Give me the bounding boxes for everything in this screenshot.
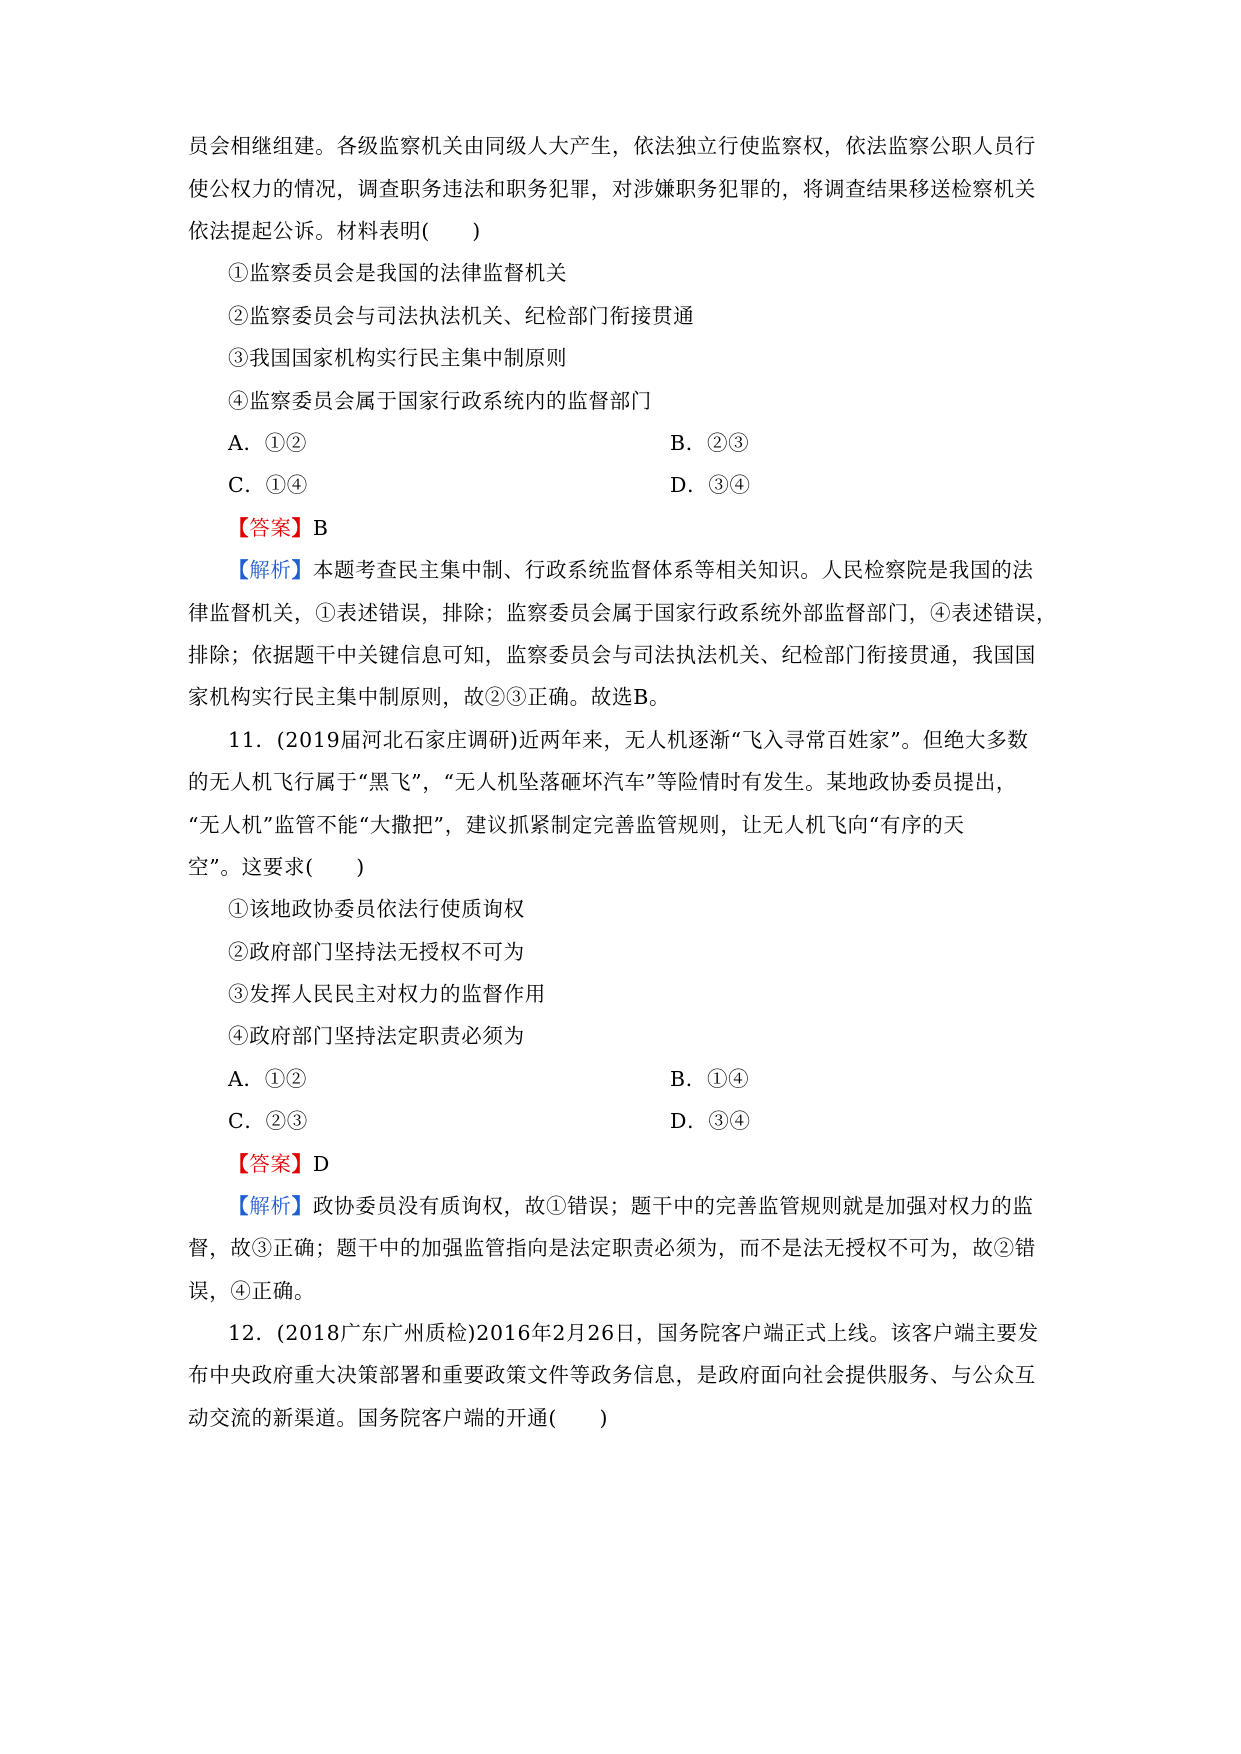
q10-analysis-text-1: 本题考查民主集中制、行政系统监督体系等相关知识。人民检察院是我国的法 bbox=[312, 558, 1034, 582]
q11-stem-line-3: “无人机”监管不能“大撒把”，建议抓紧制定完善监管规则，让无人机飞向“有序的天 bbox=[188, 813, 965, 837]
q12-stem-line-3: 动交流的新渠道。国务院客户端的开通( ) bbox=[188, 1406, 609, 1430]
q10-analysis-line-3: 排除；依据题干中关键信息可知，监察委员会与司法执法机关、纪检部门衔接贯通，我国国 bbox=[188, 643, 1036, 667]
analysis-label: 解析 bbox=[249, 558, 292, 582]
q10-analysis-line-1 bbox=[228, 555, 1034, 585]
analysis-bracket-open: 【 bbox=[228, 1194, 250, 1218]
q10-statement-1: ①监察委员会是我国的法律监督机关 bbox=[228, 261, 568, 285]
q10-statement-2: ②监察委员会与司法执法机关、纪检部门衔接贯通 bbox=[228, 304, 695, 328]
q11-statement-2: ②政府部门坚持法无授权不可为 bbox=[228, 940, 525, 964]
q10-answer-value: B bbox=[312, 516, 329, 540]
q11-answer-value: D bbox=[312, 1152, 330, 1176]
q10-statement-4: ④监察委员会属于国家行政系统内的监督部门 bbox=[228, 389, 652, 413]
q10-stem-line-3: 依法提起公诉。材料表明( ) bbox=[188, 219, 481, 243]
q10-option-c: C．①④ bbox=[228, 473, 308, 497]
q11-option-b: B．①④ bbox=[670, 1067, 750, 1091]
q11-stem-line-4: 空”。这要求( ) bbox=[188, 855, 365, 879]
q11-statement-1: ①该地政协委员依法行使质询权 bbox=[228, 897, 525, 921]
q11-analysis-line-2: 督，故③正确；题干中的加强监管指向是法定职责必须为，而不是法无授权不可为，故②错 bbox=[188, 1236, 1036, 1260]
q11-analysis-line-3: 误，④正确。 bbox=[188, 1279, 316, 1303]
answer-label: 答案 bbox=[249, 1152, 292, 1176]
q11-option-d: D．③④ bbox=[670, 1109, 751, 1133]
q10-analysis-line-4: 家机构实行民主集中制原则，故②③正确。故选B。 bbox=[188, 685, 671, 709]
q11-stem-line-1: 11．(2019届河北石家庄调研)近两年来，无人机逐渐“飞入寻常百姓家”。但绝大多数 bbox=[228, 728, 1029, 752]
q10-option-a: A．①② bbox=[228, 431, 308, 455]
answer-bracket-open: 【 bbox=[228, 516, 250, 540]
analysis-label: 解析 bbox=[249, 1194, 292, 1218]
q11-analysis-text-1: 政协委员没有质询权，故①错误；题干中的完善监管规则就是加强对权力的监 bbox=[312, 1194, 1034, 1218]
q11-statement-3: ③发挥人民民主对权力的监督作用 bbox=[228, 982, 546, 1006]
q10-statement-3: ③我国国家机构实行民主集中制原则 bbox=[228, 346, 568, 370]
q11-stem-line-2: 的无人机飞行属于“黑飞”，“无人机坠落砸坏汽车”等险情时有发生。某地政协委员提出， bbox=[188, 770, 1018, 794]
answer-bracket-close: 】 bbox=[291, 516, 313, 540]
q12-stem-line-2: 布中央政府重大决策部署和重要政策文件等政务信息，是政府面向社会提供服务、与公众互 bbox=[188, 1363, 1036, 1387]
analysis-bracket-open: 【 bbox=[228, 558, 250, 582]
answer-bracket-open: 【 bbox=[228, 1152, 250, 1176]
q11-analysis-line-1 bbox=[228, 1191, 1034, 1221]
q11-option-c: C．②③ bbox=[228, 1109, 308, 1133]
analysis-bracket-close: 】 bbox=[291, 1194, 313, 1218]
q11-answer-line bbox=[228, 1149, 330, 1179]
q10-analysis-line-2: 律监督机关，①表述错误，排除；监察委员会属于国家行政系统外部监督部门，④表述错误， bbox=[188, 601, 1058, 625]
q11-statement-4: ④政府部门坚持法定职责必须为 bbox=[228, 1024, 525, 1048]
answer-bracket-close: 】 bbox=[291, 1152, 313, 1176]
q10-option-d: D．③④ bbox=[670, 473, 751, 497]
q10-stem-line-2: 使公权力的情况，调查职务违法和职务犯罪，对涉嫌职务犯罪的，将调查结果移送检察机关 bbox=[188, 177, 1036, 201]
q11-option-a: A．①② bbox=[228, 1067, 308, 1091]
answer-label: 答案 bbox=[249, 516, 292, 540]
analysis-bracket-close: 】 bbox=[291, 558, 313, 582]
q10-option-b: B．②③ bbox=[670, 431, 750, 455]
q10-answer-line bbox=[228, 513, 329, 543]
q10-stem-line-1: 员会相继组建。各级监察机关由同级人大产生，依法独立行使监察权，依法监察公职人员行 bbox=[188, 134, 1036, 158]
q12-stem-line-1: 12．(2018广东广州质检)2016年2月26日，国务院客户端正式上线。该客户端主要发 bbox=[228, 1321, 1039, 1345]
